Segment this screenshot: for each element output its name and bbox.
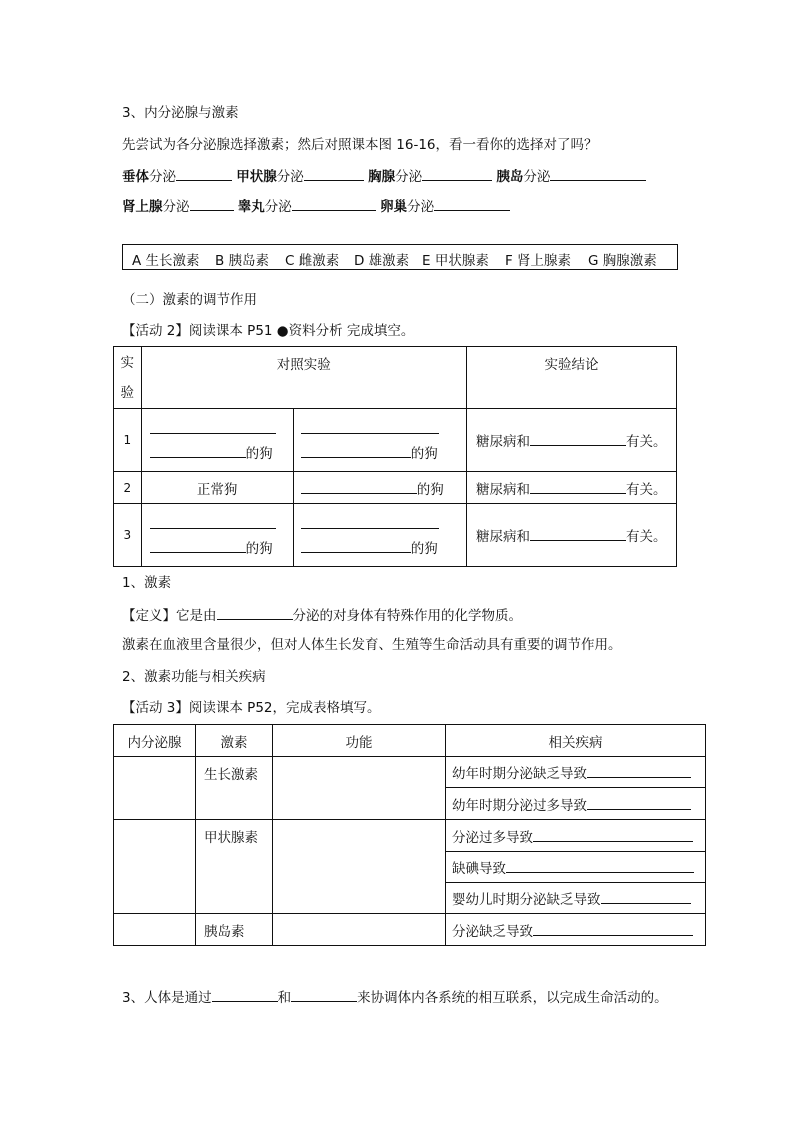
answer-blank[interactable] — [301, 538, 411, 553]
gland-row-2: 肾上腺分泌 睾丸分泌 卵巢分泌 — [122, 196, 510, 216]
answer-blank[interactable] — [530, 526, 626, 541]
header-gland: 内分泌腺 — [114, 725, 196, 757]
option: F 肾上腺素 — [505, 253, 572, 269]
heading-function: 2、激素功能与相关疾病 — [122, 669, 266, 685]
table-row: 生长激素 幼年时期分泌缺乏导致 — [114, 757, 706, 788]
header-function: 功能 — [273, 725, 446, 757]
hormone-name: 胰岛素 — [196, 914, 273, 946]
hormone-table — [113, 724, 706, 946]
answer-blank[interactable] — [530, 479, 626, 494]
table-row: 2 正常狗 的狗 糖尿病和 有关。 — [114, 472, 677, 504]
final-sentence: 3、人体是通过 和 来协调体内各系统的相互联系，以完成生命活动的。 — [122, 987, 668, 1007]
activity-2: 【活动 2】阅读课本 P51 ●资料分析 完成填空。 — [122, 323, 415, 339]
gland-cell[interactable] — [114, 914, 196, 946]
answer-blank[interactable] — [533, 921, 693, 936]
activity-3: 【活动 3】阅读课本 P52，完成表格填写。 — [122, 700, 381, 716]
instruction: 先尝试为各分泌腺选择激素；然后对照课本图 16-16，看一看你的选择对了吗？ — [122, 137, 598, 153]
header-control: 对照实验 — [141, 347, 466, 409]
header-disease: 相关疾病 — [446, 725, 706, 757]
definition: 【定义】它是由 分泌的对身体有特殊作用的化学物质。 — [122, 605, 522, 625]
header-experiment: 实 验 — [114, 347, 142, 409]
answer-blank[interactable] — [150, 514, 276, 529]
answer-blank[interactable] — [150, 538, 246, 553]
answer-blank[interactable] — [150, 443, 246, 458]
header-conclusion: 实验结论 — [467, 347, 677, 409]
option: B 胰岛素 — [215, 253, 270, 269]
gland-name: 甲状腺 — [236, 169, 277, 185]
table-row: 缺碘导致 — [114, 852, 706, 883]
answer-blank[interactable] — [292, 196, 376, 211]
answer-blank[interactable] — [176, 166, 232, 181]
hormone-name: 生长激素 — [196, 757, 273, 820]
function-cell[interactable] — [273, 820, 446, 914]
table-row: 胰岛素 分泌缺乏导致 — [114, 914, 706, 946]
answer-blank[interactable] — [550, 166, 646, 181]
function-cell[interactable] — [273, 914, 446, 946]
answer-blank[interactable] — [301, 514, 439, 529]
function-cell[interactable] — [273, 757, 446, 820]
table-row: 幼年时期分泌过多导致 — [114, 788, 706, 820]
answer-blank[interactable] — [291, 987, 357, 1002]
answer-blank[interactable] — [190, 196, 234, 211]
answer-blank[interactable] — [533, 827, 693, 842]
answer-blank[interactable] — [304, 166, 364, 181]
answer-blank[interactable] — [301, 443, 411, 458]
gland-cell[interactable] — [114, 820, 196, 914]
answer-blank[interactable] — [587, 763, 691, 778]
gland-row-1: 垂体分泌 甲状腺分泌 胸腺分泌 胰岛分泌 — [122, 166, 646, 186]
answer-blank[interactable] — [301, 479, 417, 494]
hormone-name: 甲状腺素 — [196, 820, 273, 914]
answer-blank[interactable] — [217, 605, 293, 620]
normal-dog: 正常狗 — [141, 472, 293, 504]
answer-blank[interactable] — [150, 419, 276, 434]
heading-hormone: 1、激素 — [122, 575, 172, 591]
answer-blank[interactable] — [422, 166, 492, 181]
table-row: 1 的狗 的狗 糖尿病和 有关。 — [114, 409, 677, 472]
table-row: 3 的狗 的狗 糖尿病和 有关。 — [114, 504, 677, 567]
option: E 甲状腺素 — [422, 253, 489, 269]
table-row: 婴幼儿时期分泌缺乏导致 — [114, 883, 706, 914]
options-box — [122, 244, 678, 270]
gland-name: 胰岛 — [496, 169, 524, 185]
experiment-table — [113, 346, 677, 567]
gland-cell[interactable] — [114, 757, 196, 820]
gland-name: 垂体 — [122, 169, 149, 185]
answer-blank[interactable] — [587, 795, 691, 810]
option: A 生长激素 — [132, 253, 200, 269]
gland-name: 睾丸 — [237, 199, 265, 215]
answer-blank[interactable] — [530, 431, 626, 446]
option: D 雄激素 — [354, 253, 410, 269]
hormone-note: 激素在血液里含量很少，但对人体生长发育、生殖等生命活动具有重要的调节作用。 — [122, 637, 622, 653]
gland-name: 卵巢 — [380, 199, 408, 215]
subsection-title: （二）激素的调节作用 — [122, 292, 257, 308]
header-hormone: 激素 — [196, 725, 273, 757]
gland-name: 肾上腺 — [122, 199, 163, 215]
table-row: 甲状腺素 分泌过多导致 — [114, 820, 706, 852]
section3-title: 3、内分泌腺与激素 — [122, 105, 239, 121]
gland-name: 胸腺 — [368, 169, 396, 185]
answer-blank[interactable] — [434, 196, 510, 211]
answer-blank[interactable] — [301, 419, 439, 434]
option: C 雌激素 — [285, 253, 340, 269]
option: G 胸腺激素 — [588, 253, 657, 269]
answer-blank[interactable] — [601, 889, 691, 904]
answer-blank[interactable] — [212, 987, 278, 1002]
answer-blank[interactable] — [506, 858, 694, 873]
